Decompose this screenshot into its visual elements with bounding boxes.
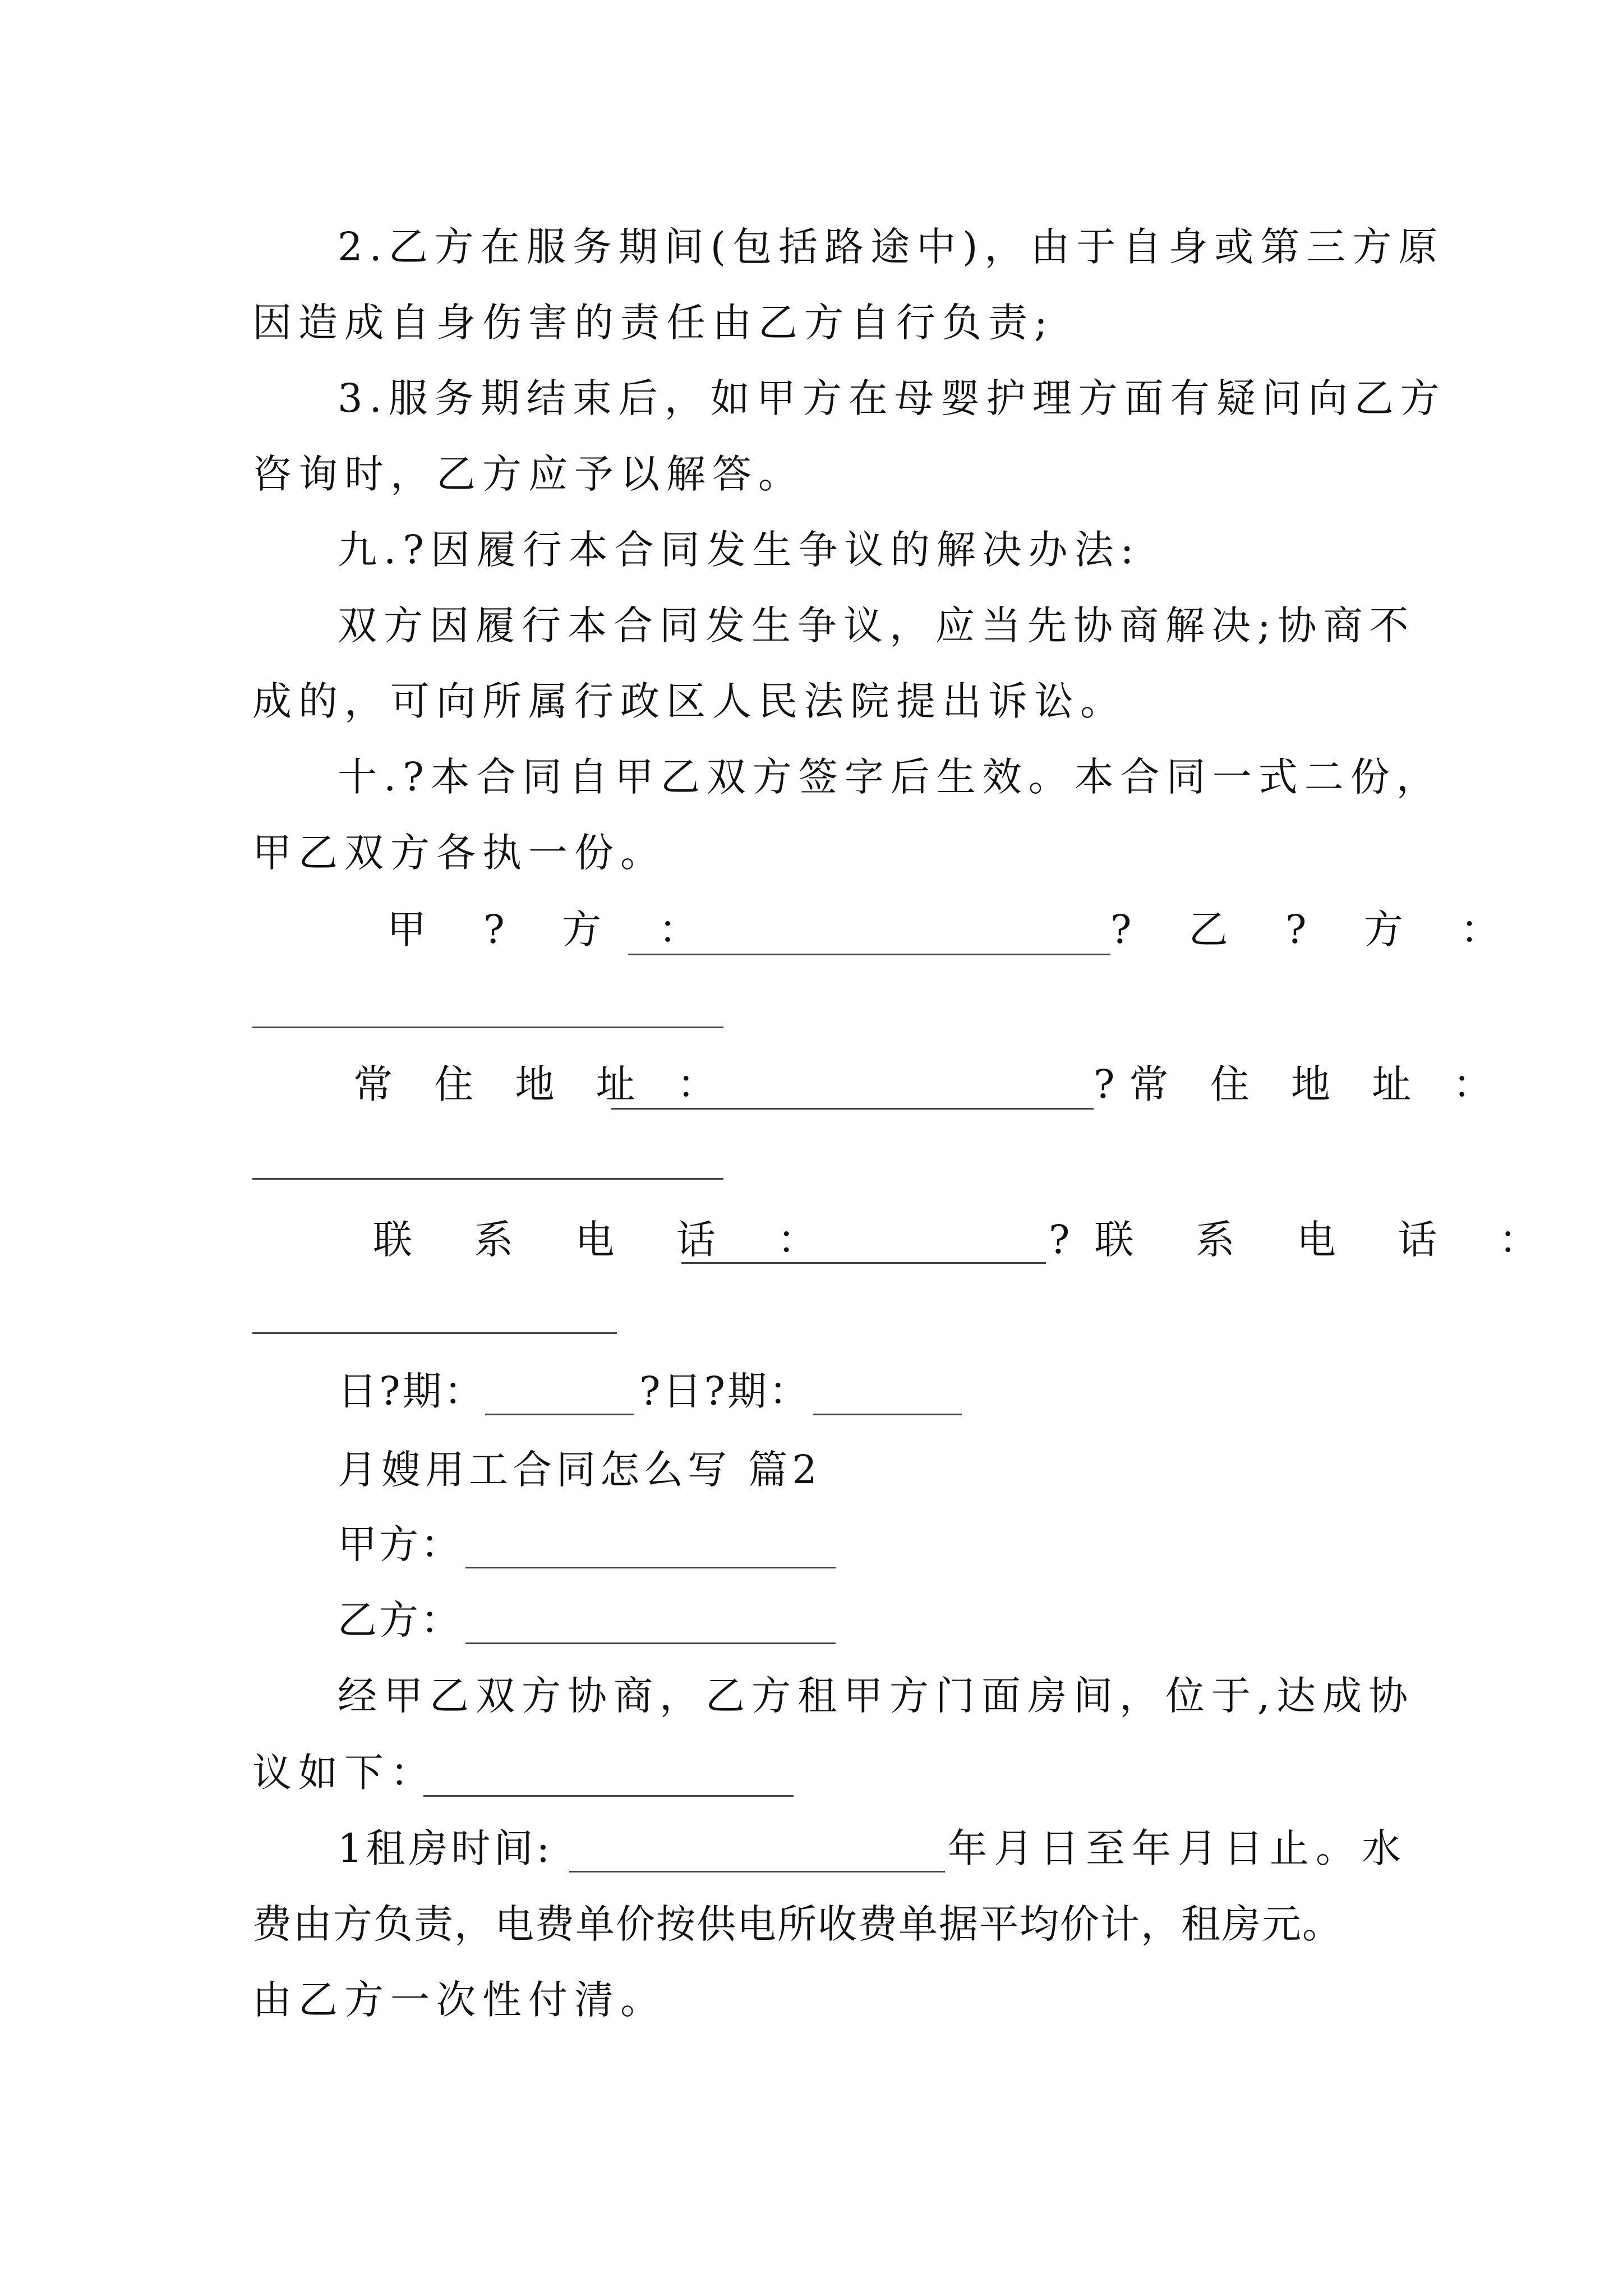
paragraph-line: 2.乙方在服务期间(包括路途中)，由于自身或第三方原	[338, 224, 1445, 270]
address-b-label: ?常 住 地 址 ：	[1094, 1061, 1507, 1107]
party-a-blank	[628, 954, 1110, 955]
paragraph-line: 咨询时，乙方应予以解答。	[252, 451, 804, 497]
term-label: 1租房时间:	[338, 1825, 554, 1871]
phone-a-blank	[681, 1262, 1046, 1264]
phone-b-label: ?联 系 电 话 ：	[1049, 1217, 1563, 1263]
intro-fill	[423, 1795, 794, 1797]
date-a-label: 日?期：	[338, 1368, 486, 1414]
paragraph-line: 双方因履行本合同发生争议，应当先协商解决;协商不	[338, 602, 1415, 648]
party-a-fill	[465, 1567, 836, 1568]
paragraph-line: 因造成自身伤害的责任由乙方自行负责;	[252, 300, 1054, 346]
party-b-fill	[465, 1642, 836, 1644]
paragraph-line: 经甲乙双方协商，乙方租甲方门面房间，位于,达成协	[338, 1673, 1415, 1719]
phone-b-blank	[252, 1332, 617, 1334]
paragraph-line: 费由方负责，电费单价按供电所收费单据平均价计，租房元。	[252, 1901, 1343, 1947]
section-title: 月嫂用工合同怎么写 篇2	[338, 1447, 822, 1493]
paragraph-line: 由乙方一次性付清。	[252, 1977, 666, 2023]
address-a-label: 常 住 地 址 ：	[353, 1061, 731, 1107]
date-b-blank	[813, 1414, 962, 1415]
term-fill	[569, 1871, 945, 1872]
paragraph-line: 成的，可向所属行政区人民法院提出诉讼。	[252, 678, 1126, 724]
phone-a-label: 联 系 电 话 ：	[373, 1217, 842, 1263]
paragraph-line: 十.?本合同自甲乙双方签字后生效。本合同一式二份，	[338, 754, 1442, 800]
party-b-line: 乙方：	[338, 1597, 462, 1643]
party-b-blank	[252, 1027, 723, 1028]
address-b-blank	[252, 1178, 723, 1180]
party-a-label: 甲 ? 方 ：	[387, 907, 721, 953]
paragraph-line: 甲乙双方各执一份。	[252, 830, 666, 876]
paragraph-line: 议如下：	[252, 1750, 436, 1796]
party-a-line: 甲方：	[338, 1521, 462, 1567]
address-a-blank	[611, 1108, 1094, 1110]
section-heading: 九.?因履行本合同发生争议的解决办法:	[338, 527, 1141, 573]
paragraph-line: 3.服务期结束后，如甲方在母婴护理方面有疑问向乙方	[338, 375, 1446, 421]
date-b-label: ?日?期：	[639, 1368, 811, 1414]
party-b-label: ? 乙 ? 方 ：	[1110, 907, 1523, 953]
paragraph-line: 年月日至年月日止。水	[948, 1825, 1408, 1871]
date-a-blank	[485, 1414, 634, 1415]
